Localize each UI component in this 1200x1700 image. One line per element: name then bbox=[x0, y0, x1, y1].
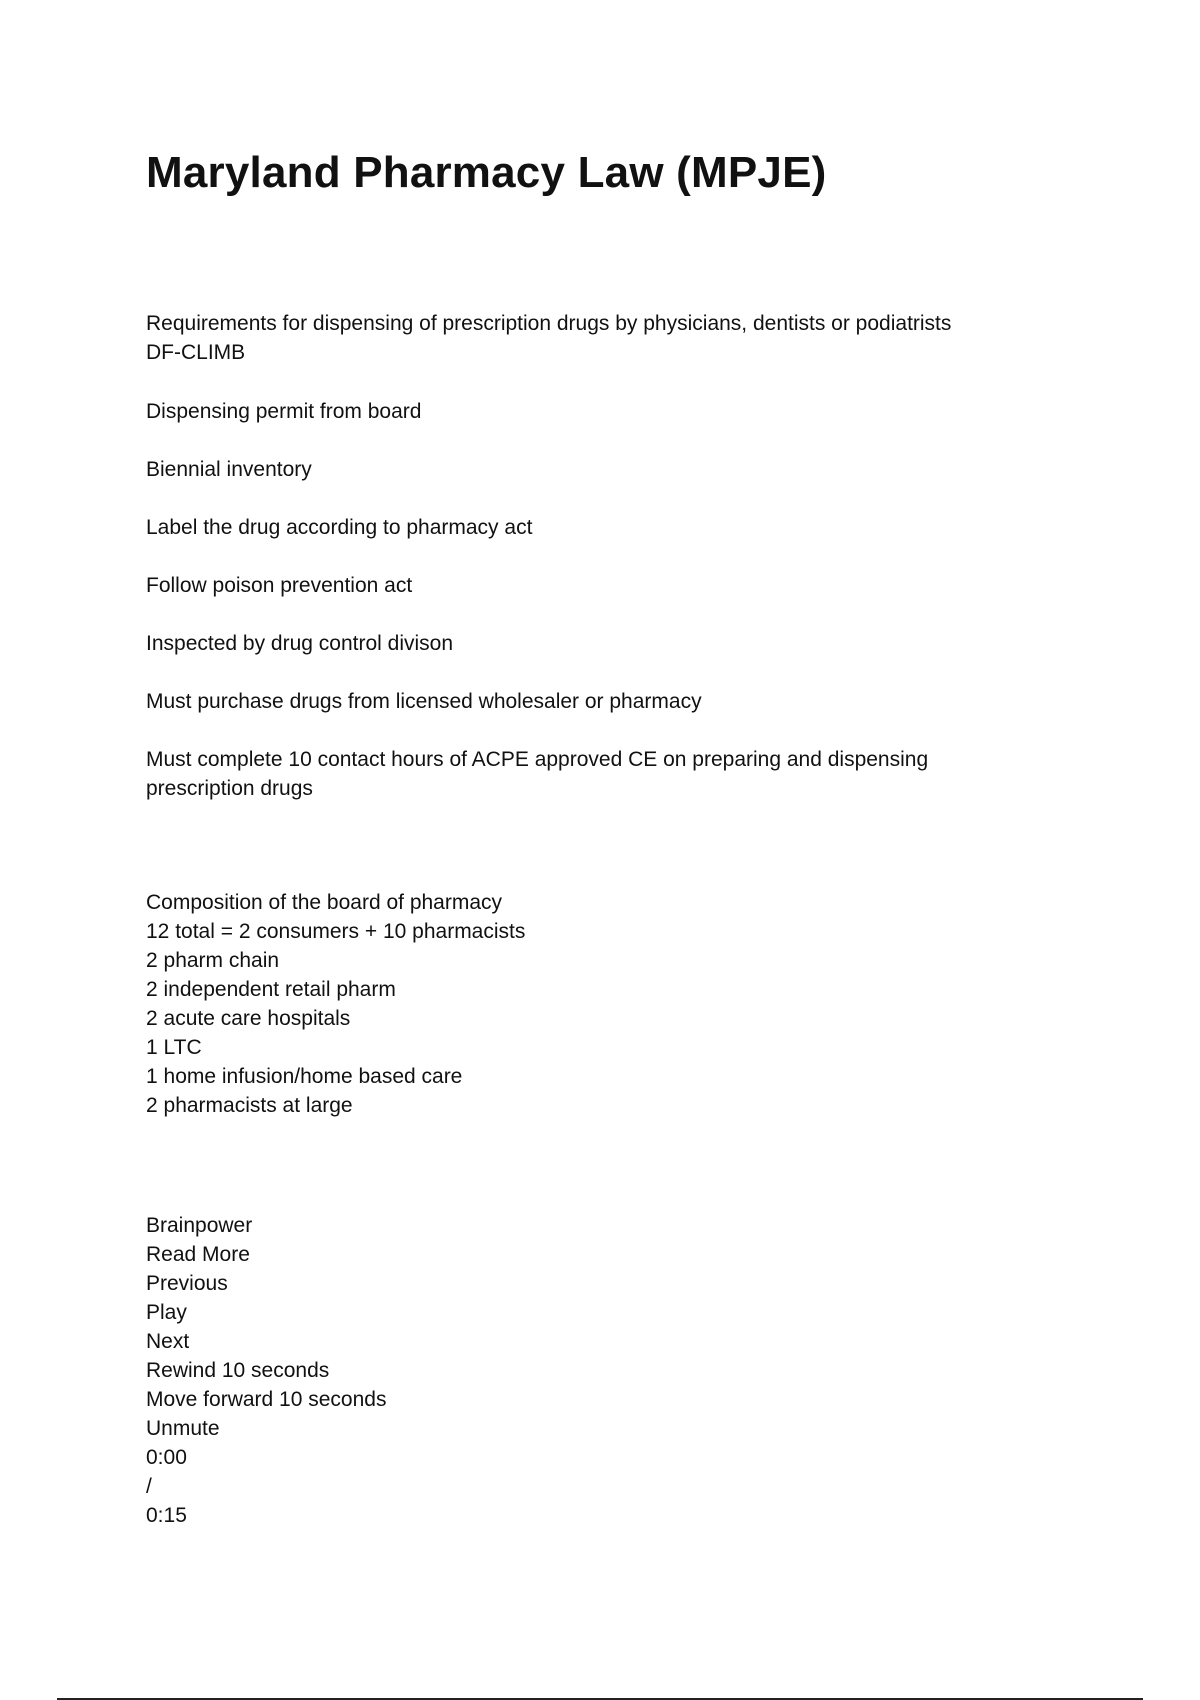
list-item: Follow poison prevention act bbox=[146, 574, 413, 597]
next-button[interactable]: Next bbox=[146, 1330, 190, 1353]
section-dispensing-requirements bbox=[146, 309, 1046, 803]
forward-button[interactable]: Move forward 10 seconds bbox=[146, 1388, 387, 1411]
list-item: Biennial inventory bbox=[146, 458, 312, 481]
current-time: 0:00 bbox=[146, 1446, 187, 1469]
list-item: Label the drug according to pharmacy act bbox=[146, 516, 533, 539]
read-more-link[interactable]: Read More bbox=[146, 1243, 250, 1266]
list-item-continuation: prescription drugs bbox=[146, 777, 313, 800]
page-title: Maryland Pharmacy Law (MPJE) bbox=[146, 148, 827, 197]
section-heading: Composition of the board of pharmacy bbox=[146, 891, 503, 914]
rewind-button[interactable]: Rewind 10 seconds bbox=[146, 1359, 330, 1382]
list-item: 12 total = 2 consumers + 10 pharmacists bbox=[146, 920, 526, 943]
list-item: 2 pharm chain bbox=[146, 949, 280, 972]
list-item: 2 acute care hospitals bbox=[146, 1007, 351, 1030]
list-item: 1 home infusion/home based care bbox=[146, 1065, 463, 1088]
list-item: Must complete 10 contact hours of ACPE approved CE on preparing and dispensing bbox=[146, 748, 929, 771]
time-separator: / bbox=[146, 1475, 152, 1498]
list-item: Inspected by drug control divison bbox=[146, 632, 454, 655]
player-brand: Brainpower bbox=[146, 1214, 253, 1237]
duration: 0:15 bbox=[146, 1504, 187, 1527]
list-item: Must purchase drugs from licensed wholesaler or pharmacy bbox=[146, 690, 702, 713]
previous-button[interactable]: Previous bbox=[146, 1272, 228, 1295]
section-board-composition bbox=[146, 888, 1046, 1120]
list-item: 2 independent retail pharm bbox=[146, 978, 396, 1001]
section-heading: Requirements for dispensing of prescription drugs by physicians, dentists or podiatrists bbox=[146, 312, 952, 335]
list-item: 1 LTC bbox=[146, 1036, 202, 1059]
play-button[interactable]: Play bbox=[146, 1301, 187, 1324]
unmute-button[interactable]: Unmute bbox=[146, 1417, 220, 1440]
list-item: 2 pharmacists at large bbox=[146, 1094, 353, 1117]
list-item: Dispensing permit from board bbox=[146, 400, 422, 423]
media-player-text bbox=[146, 1211, 1046, 1530]
document-content bbox=[146, 309, 1046, 1530]
mnemonic: DF-CLIMB bbox=[146, 341, 246, 364]
